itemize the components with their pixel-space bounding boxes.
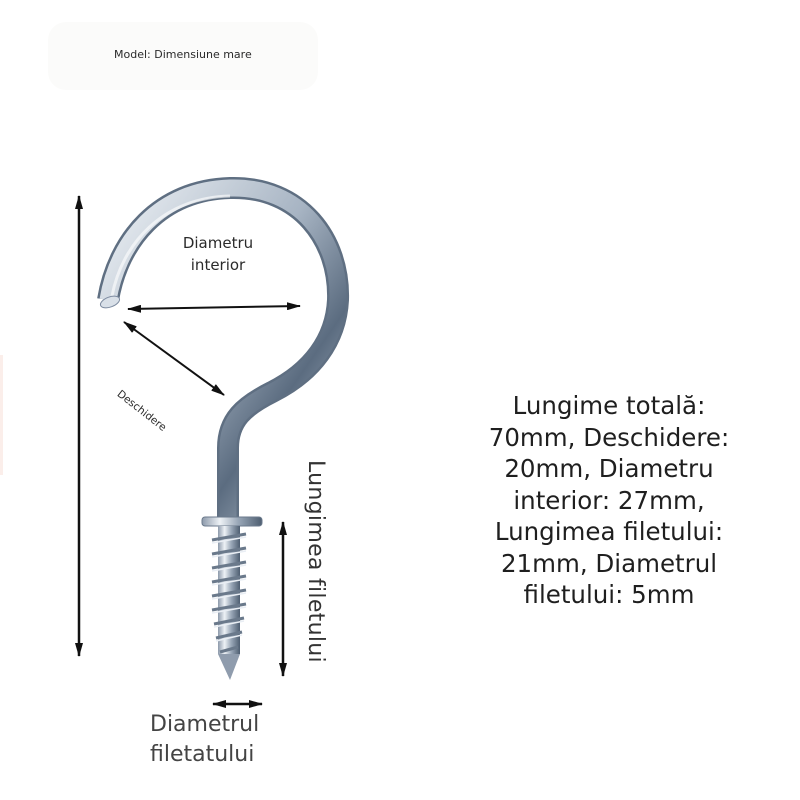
spec-line: 70mm, Deschidere: [488,422,730,452]
specifications-text [474,390,744,611]
spec-line: 21mm, Diametrul [500,548,718,578]
spec-line: filetului: 5mm [523,580,695,609]
spec-line: Lungimea filetului: [494,517,724,546]
spec-line: interior: 27mm, [513,485,705,515]
thread-length-label: Lungimea filetului [303,460,328,663]
spec-line: Lungime totală: [512,391,706,420]
opening-arrow [124,322,224,395]
spec-line: 20mm, Diametru [504,454,714,483]
thread-diameter-label: Diametrul filetatului [150,712,260,767]
opening-label: Deschidere [114,388,169,434]
model-label: Model: Dimensiune mare [114,48,252,61]
inner-diameter-label: Diametru interior [182,234,254,274]
inner-diameter-arrow [128,306,300,309]
